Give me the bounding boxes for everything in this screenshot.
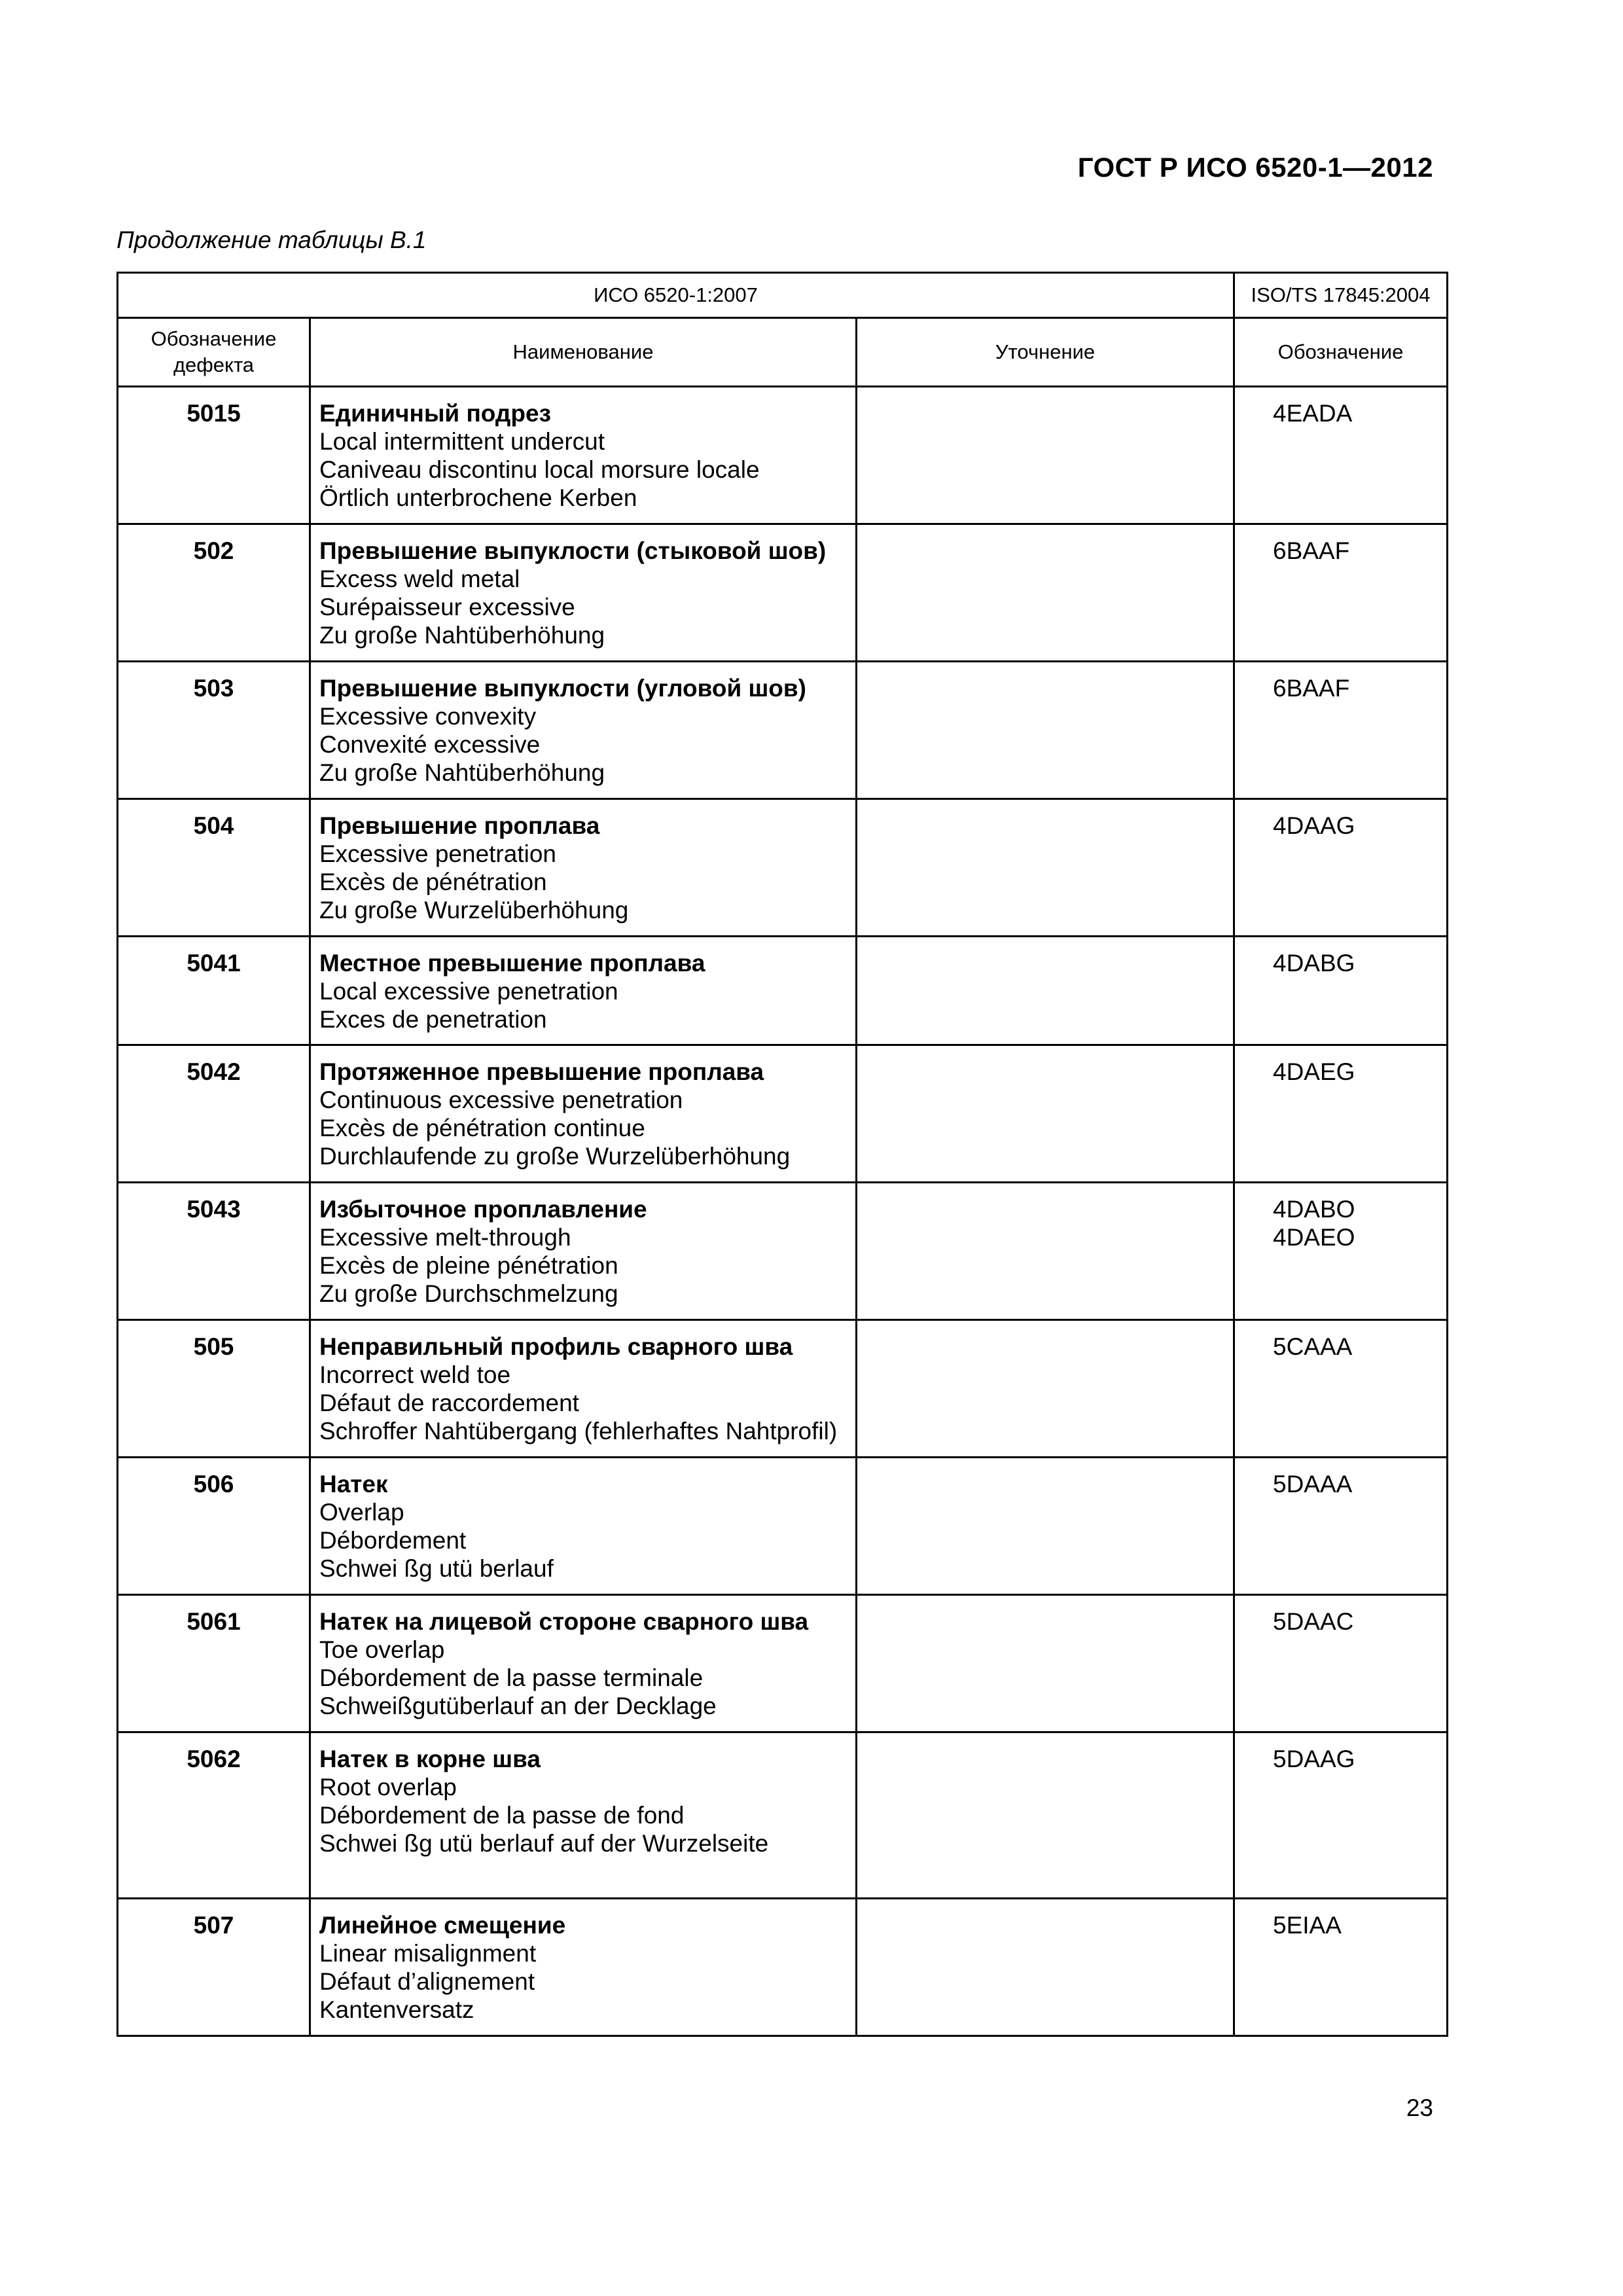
table-row bbox=[118, 1595, 1448, 1732]
page-number: 23 bbox=[1406, 2094, 1433, 2121]
defect-name-ru: Избыточное проплавление bbox=[319, 1196, 647, 1223]
defect-name-fr: Convexité excessive bbox=[319, 731, 541, 758]
iso-designation: 5CAAA bbox=[1273, 1333, 1353, 1360]
iso-designation: 4EADA bbox=[1273, 400, 1353, 427]
defect-name-ru: Натек в корне шва bbox=[319, 1746, 541, 1772]
defect-specification bbox=[857, 524, 1234, 662]
defect-code: 5042 bbox=[118, 1045, 310, 1183]
defect-name-en: Excessive convexity bbox=[319, 703, 537, 730]
defect-name-en: Linear misalignment bbox=[319, 1940, 537, 1967]
iso-designation: 6BAAF bbox=[1273, 675, 1350, 702]
defect-name-fr: Débordement de la passe terminale bbox=[319, 1664, 704, 1691]
defect-name-fr: Excès de pénétration continue bbox=[319, 1115, 645, 1141]
defect-name-de: Durchlaufende zu große Wurzelüberhöhung bbox=[319, 1143, 791, 1170]
defect-specification bbox=[857, 799, 1234, 937]
defect-name-fr: Surépaisseur excessive bbox=[319, 594, 575, 620]
iso-designation-cell bbox=[1234, 1320, 1448, 1458]
defect-code: 503 bbox=[118, 662, 310, 799]
defect-name-fr: Défaut d’alignement bbox=[319, 1968, 535, 1995]
iso-designation: 5DAAC bbox=[1273, 1608, 1354, 1635]
defect-code: 502 bbox=[118, 524, 310, 662]
defect-specification bbox=[857, 1183, 1234, 1320]
defect-name-fr: Excès de pénétration bbox=[319, 869, 547, 895]
defect-specification bbox=[857, 1320, 1234, 1458]
defect-specification bbox=[857, 1732, 1234, 1899]
column-header-code: Обозначение дефекта bbox=[118, 318, 310, 387]
iso-designation: 4DABO bbox=[1273, 1196, 1355, 1223]
iso-designation-cell bbox=[1234, 937, 1448, 1045]
column-header-spec: Уточнение bbox=[857, 318, 1234, 387]
defect-specification bbox=[857, 937, 1234, 1045]
standard-designation: ГОСТ Р ИСО 6520-1—2012 bbox=[1077, 152, 1433, 183]
defect-specification bbox=[857, 1899, 1234, 2036]
defect-specification bbox=[857, 1458, 1234, 1595]
defect-name-en: Local excessive penetration bbox=[319, 978, 618, 1005]
defect-name-fr: Défaut de raccordement bbox=[319, 1390, 579, 1416]
iso-designation: 4DAEG bbox=[1273, 1058, 1355, 1085]
defect-name-de: Schroffer Nahtübergang (fehlerhaftes Nahtprofil) bbox=[319, 1418, 838, 1444]
defect-name-en: Local intermittent undercut bbox=[319, 428, 605, 455]
defect-name-ru: Натек bbox=[319, 1471, 388, 1498]
defect-name-ru: Местное превышение проплава bbox=[319, 950, 705, 977]
iso-designation: 4DAAG bbox=[1273, 812, 1355, 839]
defect-name-cell bbox=[310, 1595, 857, 1732]
defect-name-cell bbox=[310, 387, 857, 524]
iso-designation-cell bbox=[1234, 387, 1448, 524]
table-row bbox=[118, 1458, 1448, 1595]
defect-code: 5015 bbox=[118, 387, 310, 524]
defect-name-cell bbox=[310, 1045, 857, 1183]
defect-name-de: Zu große Durchschmelzung bbox=[319, 1280, 618, 1307]
defect-name-en: Excess weld metal bbox=[319, 565, 520, 592]
defect-name-cell bbox=[310, 799, 857, 937]
defect-name-en: Incorrect weld toe bbox=[319, 1361, 511, 1388]
iso-designation-cell bbox=[1234, 799, 1448, 937]
table-row bbox=[118, 387, 1448, 524]
column-header-name: Наименование bbox=[310, 318, 857, 387]
defect-name-de: Schwei ßg utü berlauf bbox=[319, 1555, 554, 1582]
column-header-designation: Обозначение bbox=[1234, 318, 1448, 387]
defect-name-ru: Линейное смещение bbox=[319, 1912, 566, 1939]
defect-name-en: Continuous excessive penetration bbox=[319, 1086, 683, 1113]
defect-name-de: Schwei ßg utü berlauf auf der Wurzelseite bbox=[319, 1830, 769, 1857]
defect-name-fr: Exces de penetration bbox=[319, 1006, 547, 1033]
defect-name-en: Overlap bbox=[319, 1499, 404, 1526]
iso-designation: 5EIAA bbox=[1273, 1912, 1342, 1939]
defect-name-de: Zu große Wurzelüberhöhung bbox=[319, 897, 629, 924]
defect-name-cell bbox=[310, 1458, 857, 1595]
table-row bbox=[118, 1732, 1448, 1899]
defect-name-ru: Превышение выпуклости (стыковой шов) bbox=[319, 537, 827, 564]
defect-specification bbox=[857, 1045, 1234, 1183]
table-caption: Продолжение таблицы В.1 bbox=[116, 226, 427, 253]
defect-code: 506 bbox=[118, 1458, 310, 1595]
defect-code: 504 bbox=[118, 799, 310, 937]
defect-name-de: Zu große Nahtüberhöhung bbox=[319, 622, 605, 649]
table-row bbox=[118, 1183, 1448, 1320]
defect-name-cell bbox=[310, 1320, 857, 1458]
iso-designation-cell bbox=[1234, 524, 1448, 662]
table-row bbox=[118, 1045, 1448, 1183]
defect-name-fr: Excès de pleine pénétration bbox=[319, 1252, 618, 1279]
defect-name-ru: Единичный подрез bbox=[319, 400, 551, 427]
defect-name-cell bbox=[310, 662, 857, 799]
group-header-iso-ts: ISO/TS 17845:2004 bbox=[1234, 273, 1448, 318]
defect-name-ru: Натек на лицевой стороне сварного шва bbox=[319, 1608, 809, 1635]
table-row bbox=[118, 524, 1448, 662]
table-row bbox=[118, 1899, 1448, 2036]
defect-name-fr: Débordement de la passe de fond bbox=[319, 1802, 685, 1829]
defect-name-cell bbox=[310, 1899, 857, 2036]
iso-designation: 4DABG bbox=[1273, 950, 1355, 977]
iso-designation-cell bbox=[1234, 662, 1448, 799]
defect-name-en: Excessive penetration bbox=[319, 840, 556, 867]
group-header-iso-6520: ИСО 6520-1:2007 bbox=[118, 273, 1234, 318]
table-row bbox=[118, 662, 1448, 799]
defect-name-ru: Неправильный профиль сварного шва bbox=[319, 1333, 793, 1360]
defect-code: 5061 bbox=[118, 1595, 310, 1732]
defect-name-ru: Протяженное превышение проплава bbox=[319, 1058, 764, 1085]
defect-code: 5062 bbox=[118, 1732, 310, 1899]
defects-table bbox=[116, 272, 1448, 2037]
defect-name-de: Kantenversatz bbox=[319, 1996, 474, 2023]
defect-specification bbox=[857, 1595, 1234, 1732]
defect-code: 505 bbox=[118, 1320, 310, 1458]
defect-code: 507 bbox=[118, 1899, 310, 2036]
iso-designation: 4DAEO bbox=[1273, 1224, 1355, 1251]
defect-name-ru: Превышение выпуклости (угловой шов) bbox=[319, 675, 806, 702]
iso-designation-cell bbox=[1234, 1183, 1448, 1320]
defect-name-en: Root overlap bbox=[319, 1774, 457, 1801]
iso-designation: 5DAAG bbox=[1273, 1746, 1355, 1772]
table-row bbox=[118, 937, 1448, 1045]
table-row bbox=[118, 799, 1448, 937]
defect-name-fr: Débordement bbox=[319, 1527, 467, 1554]
defect-specification bbox=[857, 387, 1234, 524]
defect-name-en: Excessive melt-through bbox=[319, 1224, 571, 1251]
defect-specification bbox=[857, 662, 1234, 799]
defect-name-cell bbox=[310, 1183, 857, 1320]
defect-code: 5043 bbox=[118, 1183, 310, 1320]
iso-designation-cell bbox=[1234, 1899, 1448, 2036]
defect-name-de: Schweißgutüberlauf an der Decklage bbox=[319, 1693, 717, 1719]
iso-designation: 6BAAF bbox=[1273, 537, 1350, 564]
iso-designation-cell bbox=[1234, 1732, 1448, 1899]
defect-code: 5041 bbox=[118, 937, 310, 1045]
iso-designation-cell bbox=[1234, 1595, 1448, 1732]
iso-designation-cell bbox=[1234, 1045, 1448, 1183]
defect-name-de: Zu große Nahtüberhöhung bbox=[319, 759, 605, 786]
defect-name-en: Toe overlap bbox=[319, 1636, 445, 1663]
defect-name-ru: Превышение проплава bbox=[319, 812, 600, 839]
defect-name-cell bbox=[310, 1732, 857, 1899]
defect-name-de: Örtlich unterbrochene Kerben bbox=[319, 484, 637, 511]
defect-name-fr: Caniveau discontinu local morsure locale bbox=[319, 456, 760, 483]
table-row bbox=[118, 1320, 1448, 1458]
defect-name-cell bbox=[310, 937, 857, 1045]
iso-designation-cell bbox=[1234, 1458, 1448, 1595]
defect-name-cell bbox=[310, 524, 857, 662]
iso-designation: 5DAAA bbox=[1273, 1471, 1353, 1498]
